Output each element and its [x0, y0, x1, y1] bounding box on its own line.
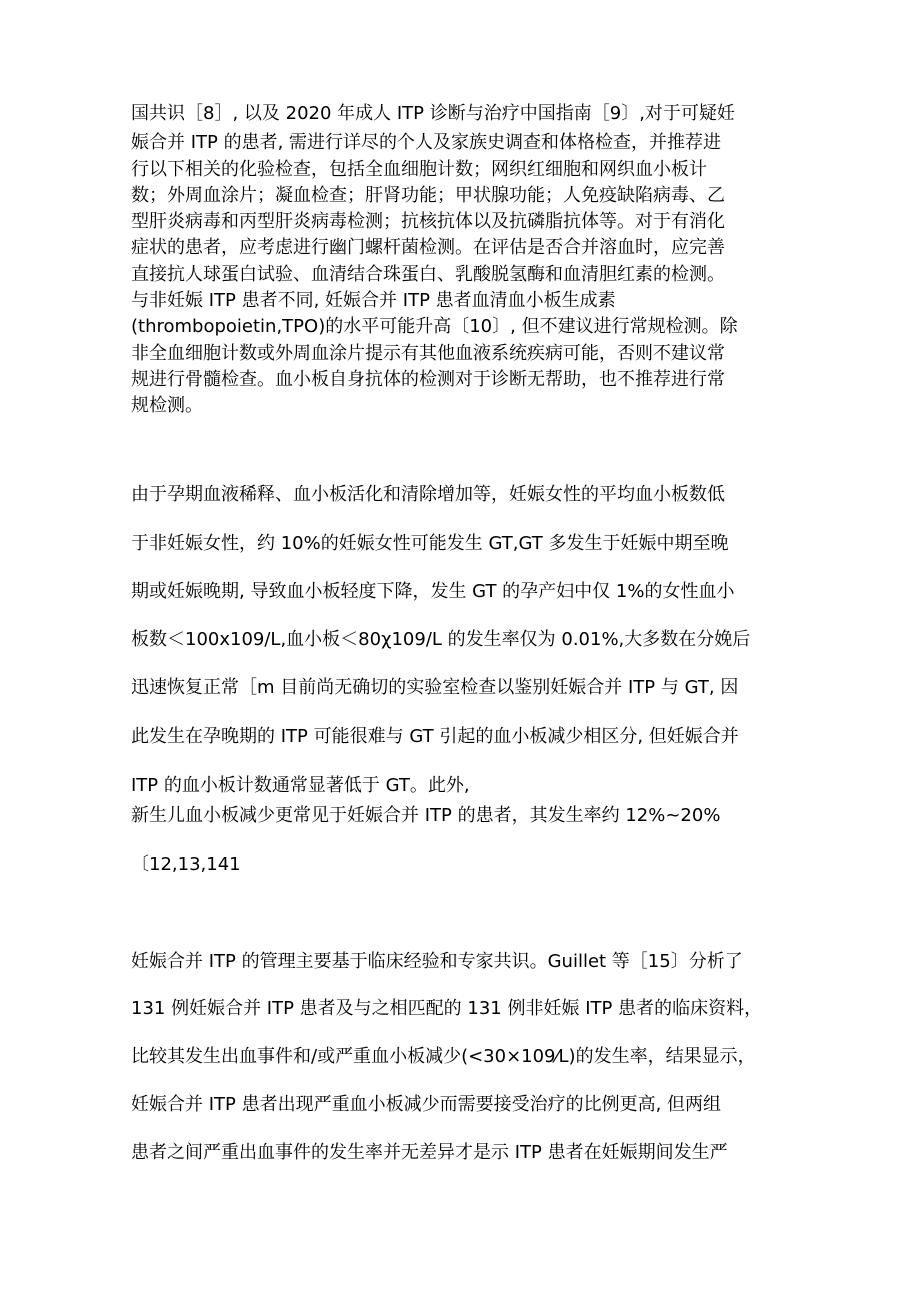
text-line: 型肝炎病毒和丙型肝炎病毒检测；抗核抗体以及抗磷脂抗体等。对于有消化 — [131, 211, 725, 232]
text-line: 症状的患者，应考虑进行幽门螺杆菌检测。在评估是否合并溶血时，应完善 — [131, 237, 725, 258]
text-line: 行以下相关的化验检查，包括全血细胞计数；网织红细胞和网织血小板计 — [131, 159, 707, 180]
text-line: 数；外周血涂片；凝血检查；肝肾功能；甲状腺功能；人免疫缺陷病毒、乙 — [131, 185, 725, 206]
text-line: 妊娠合并 ITP 患者出现严重血小板减少而需要接受治疗的比例更高, 但两组 — [131, 1094, 722, 1115]
text-line: 比较其发生出血事件和/或严重血小板减少(<30×109⁄L)的发生率，结果显示， — [131, 1046, 756, 1067]
text-line: 娠合并 ITP 的患者, 需进行详尽的个人及家族史调查和体格检查，并推荐进 — [131, 132, 722, 153]
text-line: 期或妊娠晚期, 导致血小板轻度下降，发生 GT 的孕产妇中仅 1%的女性血小 — [131, 581, 735, 602]
text-line: ITP 的血小板计数通常显著低于 GT。此外, — [131, 775, 470, 796]
text-line: 非全血细胞计数或外周血涂片提示有其他血液系统疾病可能，否则不建议常 — [131, 343, 725, 364]
text-line: (thrombopoietin,TPO)的水平可能升高〔10〕, 但不建议进行常规检测。除 — [131, 316, 738, 337]
text-line: 妊娠合并 ITP 的管理主要基于临床经验和专家共识。Guillet 等［15〕分析了 — [131, 951, 743, 972]
text-line: 直接抗人球蛋白试验、血清结合珠蛋白、乳酸脱氢酶和血清胆红素的检测。 — [131, 264, 725, 285]
text-line: 131 例妊娠合并 ITP 患者及与之相匹配的 131 例非妊娠 ITP 患者的临床资料， — [131, 998, 763, 1019]
text-line: 板数＜100x109/L,血小板＜80χ109/L 的发生率仅为 0.01%,大多数在分娩后 — [131, 629, 751, 650]
text-line: 规进行骨髓检查。血小板自身抗体的检测对于诊断无帮助，也不推荐进行常 — [131, 369, 725, 390]
text-line: 新生儿血小板减少更常见于妊娠合并 ITP 的患者，其发生率约 12%~20% — [131, 805, 721, 826]
text-line: 由于孕期血液稀释、血小板活化和清除增加等，妊娠女性的平均血小板数低 — [131, 484, 725, 505]
text-line: 迅速恢复正常［m 目前尚无确切的实验室检查以鉴别妊娠合并 ITP 与 GT, 因 — [131, 677, 739, 698]
text-line: 患者之间严重出血事件的发生率并无差异才是示 ITP 患者在妊娠期间发生严 — [131, 1142, 728, 1163]
text-line: 规检测。 — [131, 395, 203, 416]
text-line: 于非妊娠女性，约 10%的妊娠女性可能发生 GT,GT 多发生于妊娠中期至晚 — [131, 533, 729, 554]
text-line: 〔12,13,141 — [131, 854, 241, 875]
text-line: 此发生在孕晚期的 ITP 可能很难与 GT 引起的血小板减少相区分, 但妊娠合并 — [131, 726, 739, 747]
text-line: 国共识［8］, 以及 2020 年成人 ITP 诊断与治疗中国指南［9〕,对于可疑妊 — [131, 103, 735, 124]
text-line: 与非妊娠 ITP 患者不同, 妊娠合并 ITP 患者血清血小板生成素 — [131, 290, 616, 311]
